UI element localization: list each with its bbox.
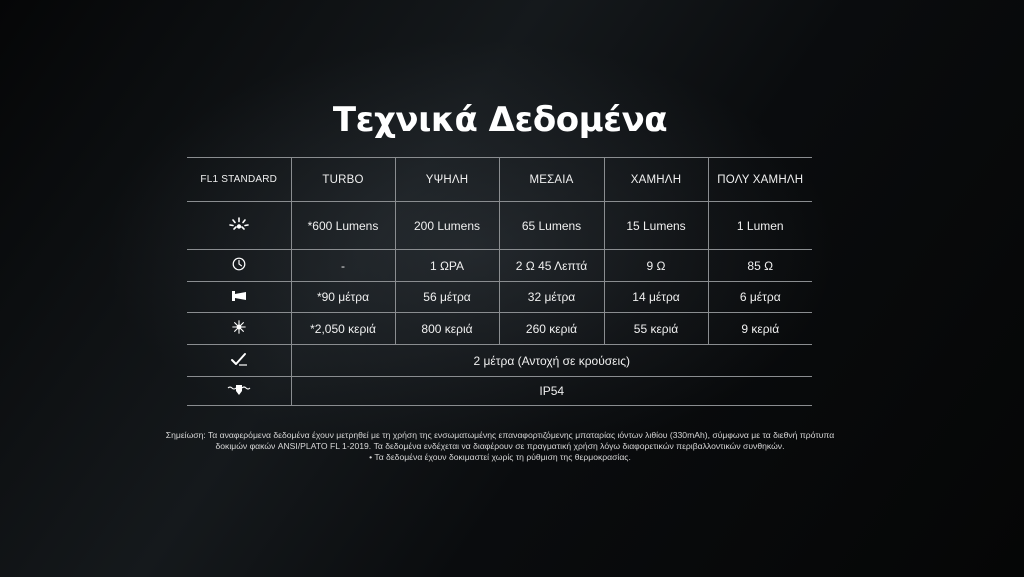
row-icon-cell [187, 250, 291, 282]
table-row-impact [187, 345, 812, 377]
water-resistance-icon [227, 384, 251, 399]
table-row-runtime [187, 250, 812, 282]
lumens-turbo: *600 Lumens [291, 202, 395, 250]
row-icon-cell [187, 202, 291, 250]
distance-turbo: *90 μέτρα [291, 282, 395, 313]
header-low: ΧΑΜΗΛΗ [604, 158, 708, 202]
footnote-line: • Τα δεδομένα έχουν δοκιμαστεί χωρίς τη ρύθμιση της θερμοκρασίας. [369, 452, 631, 462]
header-high: ΥΨΗΛΗ [395, 158, 499, 202]
peak-intensity-icon [232, 320, 246, 337]
footnote [100, 430, 900, 463]
row-icon-cell [187, 282, 291, 313]
runtime-very-low: 85 Ω [708, 250, 812, 282]
ip-rating-value: IP54 [291, 377, 812, 406]
spec-table [187, 157, 812, 406]
header-turbo: TURBO [291, 158, 395, 202]
intensity-turbo: *2,050 κεριά [291, 313, 395, 345]
footnote-line: Σημείωση: Τα αναφερόμενα δεδομένα έχουν μετρηθεί με τη χρήση της ενσωματωμένης επαναφορτιζόμενης μπαταρίας ιόντων λιθίου (330mAh), σύμφωνα με τα διεθνή πρότυπα [165, 430, 835, 440]
impact-resistance-icon [230, 352, 248, 369]
clock-icon [232, 257, 246, 274]
intensity-high: 800 κεριά [395, 313, 499, 345]
lumens-high: 200 Lumens [395, 202, 499, 250]
runtime-high: 1 ΩΡΑ [395, 250, 499, 282]
lumens-very-low: 1 Lumen [708, 202, 812, 250]
header-medium: ΜΕΣΑΙΑ [499, 158, 604, 202]
table-header-row [187, 158, 812, 202]
intensity-medium: 260 κεριά [499, 313, 604, 345]
table-row-water [187, 377, 812, 406]
distance-medium: 32 μέτρα [499, 282, 604, 313]
distance-very-low: 6 μέτρα [708, 282, 812, 313]
distance-low: 14 μέτρα [604, 282, 708, 313]
light-output-icon [229, 217, 249, 234]
beam-distance-icon [231, 290, 247, 305]
distance-high: 56 μέτρα [395, 282, 499, 313]
page-title: Τεχνικά Δεδομένα [332, 100, 668, 140]
lumens-medium: 65 Lumens [499, 202, 604, 250]
footnote-line: δοκιμών φακών ANSI/PLATO FL 1-2019. Τα δεδομένα ενδέχεται να διαφέρουν σε πραγματική χρήση λόγω διαφορετικών περιβαλλοντικών συνθηκών. [215, 441, 785, 451]
table-row-lumens [187, 202, 812, 250]
row-icon-cell [187, 313, 291, 345]
header-very-low: ΠΟΛΥ ΧΑΜΗΛΗ [708, 158, 812, 202]
runtime-turbo: - [291, 250, 395, 282]
runtime-low: 9 Ω [604, 250, 708, 282]
header-model: FL1 STANDARD [187, 158, 291, 202]
table-row-distance [187, 282, 812, 313]
runtime-medium: 2 Ω 45 Λεπτά [499, 250, 604, 282]
intensity-very-low: 9 κεριά [708, 313, 812, 345]
lumens-low: 15 Lumens [604, 202, 708, 250]
row-icon-cell [187, 377, 291, 406]
intensity-low: 55 κεριά [604, 313, 708, 345]
row-icon-cell [187, 345, 291, 377]
impact-value: 2 μέτρα (Αντοχή σε κρούσεις) [291, 345, 812, 377]
table-row-intensity [187, 313, 812, 345]
